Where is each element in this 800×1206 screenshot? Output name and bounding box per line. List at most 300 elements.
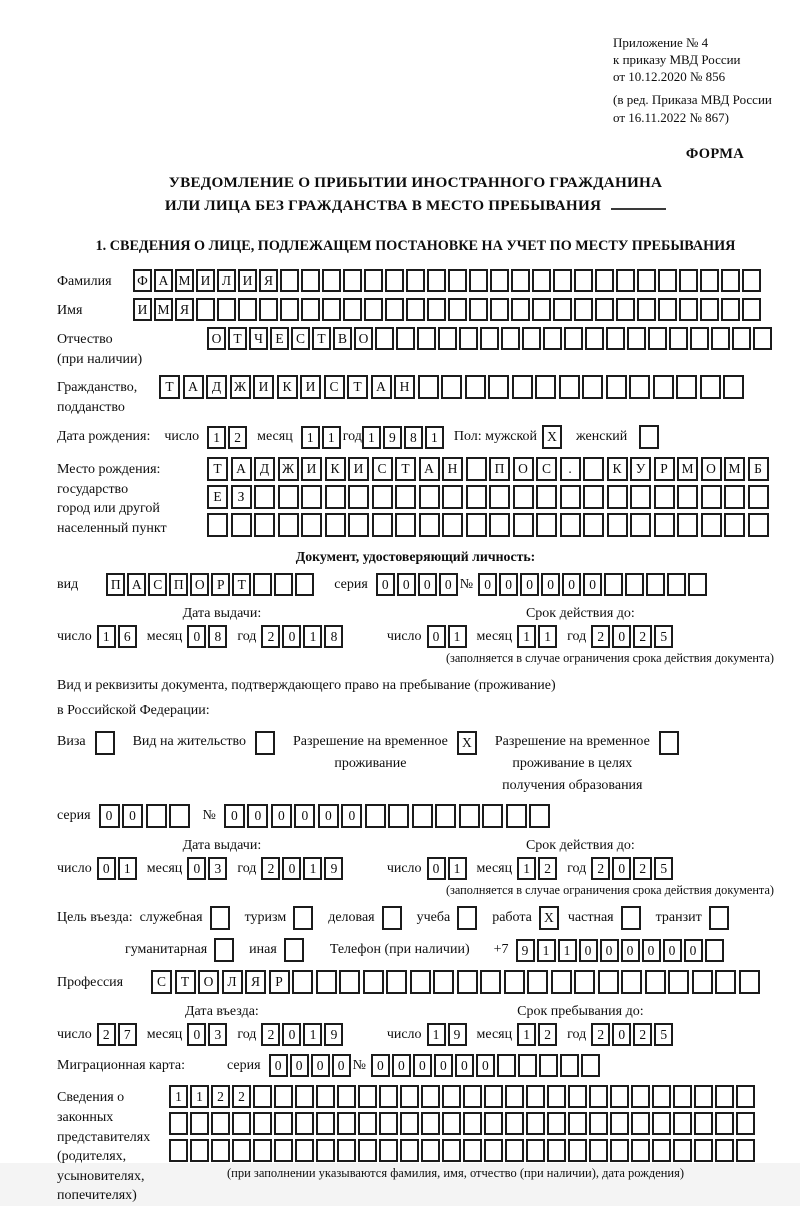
char-cell[interactable]: П [489, 457, 510, 481]
char-cell[interactable]: 2 [211, 1085, 230, 1108]
char-cell[interactable]: 0 [371, 1054, 390, 1077]
char-cell[interactable]: Р [211, 573, 230, 596]
char-cell[interactable]: 0 [247, 804, 268, 828]
char-cell[interactable] [280, 269, 299, 292]
char-cell[interactable] [607, 513, 628, 537]
char-cell[interactable]: 0 [282, 625, 301, 648]
char-cell[interactable] [631, 1139, 650, 1162]
checkbox-cell[interactable] [659, 731, 679, 755]
char-cell[interactable]: 0 [562, 573, 581, 596]
char-cell[interactable] [585, 327, 604, 350]
char-cell[interactable]: М [724, 457, 745, 481]
char-cell[interactable]: 0 [282, 857, 301, 880]
char-cell[interactable]: М [175, 269, 194, 292]
char-cell[interactable]: 0 [290, 1054, 309, 1077]
char-cell[interactable] [396, 327, 415, 350]
char-cell[interactable] [543, 327, 562, 350]
char-cell[interactable] [217, 298, 236, 321]
char-cell[interactable] [501, 327, 520, 350]
char-cell[interactable] [395, 485, 416, 509]
char-cell[interactable] [669, 327, 688, 350]
char-cell[interactable] [736, 1085, 755, 1108]
char-cell[interactable] [348, 513, 369, 537]
char-cell[interactable]: Б [748, 457, 769, 481]
char-cell[interactable] [231, 513, 252, 537]
char-cell[interactable] [589, 1139, 608, 1162]
char-cell[interactable] [742, 298, 761, 321]
char-cell[interactable] [448, 269, 467, 292]
char-cell[interactable] [679, 298, 698, 321]
char-cell[interactable]: 1 [517, 1023, 536, 1046]
char-cell[interactable] [723, 375, 744, 399]
char-cell[interactable]: 0 [520, 573, 539, 596]
char-cell[interactable] [337, 1139, 356, 1162]
char-cell[interactable] [560, 485, 581, 509]
char-cell[interactable] [466, 513, 487, 537]
char-cell[interactable]: 1 [169, 1085, 188, 1108]
char-cell[interactable]: 5 [654, 857, 673, 880]
char-cell[interactable] [421, 1085, 440, 1108]
char-cell[interactable] [482, 804, 503, 828]
char-cell[interactable]: 0 [579, 939, 598, 962]
char-cell[interactable] [465, 375, 486, 399]
char-cell[interactable] [469, 269, 488, 292]
char-cell[interactable] [301, 513, 322, 537]
char-cell[interactable] [211, 1139, 230, 1162]
char-cell[interactable] [169, 1139, 188, 1162]
char-cell[interactable] [630, 513, 651, 537]
char-cell[interactable] [711, 327, 730, 350]
char-cell[interactable]: А [371, 375, 392, 399]
checkbox-cell[interactable]: X [539, 906, 559, 930]
char-cell[interactable]: 1 [448, 625, 467, 648]
char-cell[interactable]: 0 [341, 804, 362, 828]
char-cell[interactable]: 0 [271, 804, 292, 828]
char-cell[interactable]: 0 [612, 625, 631, 648]
char-cell[interactable]: 0 [282, 1023, 301, 1046]
char-cell[interactable] [529, 804, 550, 828]
char-cell[interactable] [417, 327, 436, 350]
char-cell[interactable] [316, 970, 337, 994]
char-cell[interactable]: 1 [322, 426, 341, 449]
char-cell[interactable] [442, 513, 463, 537]
char-cell[interactable] [673, 1085, 692, 1108]
char-cell[interactable] [196, 298, 215, 321]
char-cell[interactable]: О [513, 457, 534, 481]
checkbox-cell[interactable] [621, 906, 641, 930]
char-cell[interactable] [652, 1112, 671, 1135]
char-cell[interactable] [406, 269, 425, 292]
char-cell[interactable]: Т [232, 573, 251, 596]
char-cell[interactable]: 0 [376, 573, 395, 596]
char-cell[interactable] [581, 1054, 600, 1077]
char-cell[interactable]: 1 [448, 857, 467, 880]
char-cell[interactable]: 3 [208, 857, 227, 880]
char-cell[interactable] [724, 513, 745, 537]
char-cell[interactable] [363, 970, 384, 994]
char-cell[interactable]: С [324, 375, 345, 399]
char-cell[interactable] [692, 970, 713, 994]
char-cell[interactable]: Л [217, 269, 236, 292]
checkbox-cell[interactable] [210, 906, 230, 930]
char-cell[interactable] [469, 298, 488, 321]
checkbox-cell[interactable] [382, 906, 402, 930]
char-cell[interactable]: 0 [663, 939, 682, 962]
char-cell[interactable] [395, 513, 416, 537]
char-cell[interactable]: Т [175, 970, 196, 994]
char-cell[interactable]: 0 [499, 573, 518, 596]
char-cell[interactable] [253, 1112, 272, 1135]
char-cell[interactable] [625, 573, 644, 596]
char-cell[interactable] [400, 1085, 419, 1108]
char-cell[interactable] [653, 375, 674, 399]
char-cell[interactable] [348, 485, 369, 509]
char-cell[interactable] [652, 1085, 671, 1108]
char-cell[interactable] [505, 1139, 524, 1162]
char-cell[interactable] [583, 457, 604, 481]
char-cell[interactable]: И [300, 375, 321, 399]
char-cell[interactable]: 3 [208, 1023, 227, 1046]
char-cell[interactable] [748, 485, 769, 509]
char-cell[interactable] [630, 485, 651, 509]
char-cell[interactable] [621, 970, 642, 994]
char-cell[interactable] [527, 970, 548, 994]
char-cell[interactable] [700, 375, 721, 399]
char-cell[interactable] [259, 298, 278, 321]
char-cell[interactable]: М [677, 457, 698, 481]
char-cell[interactable]: Т [228, 327, 247, 350]
char-cell[interactable] [339, 970, 360, 994]
char-cell[interactable] [316, 1139, 335, 1162]
char-cell[interactable] [539, 1054, 558, 1077]
char-cell[interactable] [372, 485, 393, 509]
char-cell[interactable] [301, 485, 322, 509]
char-cell[interactable] [668, 970, 689, 994]
char-cell[interactable]: 1 [517, 857, 536, 880]
char-cell[interactable]: 5 [654, 625, 673, 648]
char-cell[interactable] [654, 513, 675, 537]
char-cell[interactable] [484, 1085, 503, 1108]
char-cell[interactable] [463, 1139, 482, 1162]
char-cell[interactable] [301, 269, 320, 292]
char-cell[interactable]: Ч [249, 327, 268, 350]
char-cell[interactable] [274, 1139, 293, 1162]
char-cell[interactable]: 0 [187, 1023, 206, 1046]
char-cell[interactable] [694, 1112, 713, 1135]
char-cell[interactable]: 1 [118, 857, 137, 880]
char-cell[interactable] [292, 970, 313, 994]
char-cell[interactable] [232, 1139, 251, 1162]
char-cell[interactable]: 0 [418, 573, 437, 596]
char-cell[interactable] [459, 327, 478, 350]
char-cell[interactable] [646, 573, 665, 596]
char-cell[interactable] [448, 298, 467, 321]
char-cell[interactable] [748, 513, 769, 537]
char-cell[interactable] [480, 970, 501, 994]
char-cell[interactable] [253, 573, 272, 596]
char-cell[interactable]: К [325, 457, 346, 481]
char-cell[interactable] [410, 970, 431, 994]
char-cell[interactable] [406, 298, 425, 321]
char-cell[interactable]: 2 [633, 857, 652, 880]
char-cell[interactable]: 0 [612, 1023, 631, 1046]
char-cell[interactable]: Т [312, 327, 331, 350]
char-cell[interactable] [438, 327, 457, 350]
char-cell[interactable]: 1 [301, 426, 320, 449]
char-cell[interactable]: 2 [591, 857, 610, 880]
char-cell[interactable]: Я [245, 970, 266, 994]
char-cell[interactable] [365, 804, 386, 828]
char-cell[interactable] [673, 1139, 692, 1162]
char-cell[interactable]: Л [222, 970, 243, 994]
char-cell[interactable]: И [133, 298, 152, 321]
char-cell[interactable]: 0 [427, 857, 446, 880]
char-cell[interactable] [654, 485, 675, 509]
char-cell[interactable] [610, 1085, 629, 1108]
char-cell[interactable]: 0 [439, 573, 458, 596]
char-cell[interactable]: 0 [99, 804, 120, 828]
char-cell[interactable]: А [127, 573, 146, 596]
char-cell[interactable] [274, 1112, 293, 1135]
char-cell[interactable]: 2 [633, 625, 652, 648]
char-cell[interactable]: 0 [600, 939, 619, 962]
char-cell[interactable] [526, 1085, 545, 1108]
char-cell[interactable] [146, 804, 167, 828]
char-cell[interactable]: 0 [224, 804, 245, 828]
char-cell[interactable]: Н [442, 457, 463, 481]
checkbox-cell[interactable] [284, 938, 304, 962]
char-cell[interactable] [316, 1112, 335, 1135]
char-cell[interactable]: 1 [190, 1085, 209, 1108]
char-cell[interactable] [484, 1139, 503, 1162]
char-cell[interactable]: . [560, 457, 581, 481]
char-cell[interactable] [207, 513, 228, 537]
checkbox-cell[interactable] [293, 906, 313, 930]
char-cell[interactable]: 0 [187, 625, 206, 648]
char-cell[interactable]: Ж [278, 457, 299, 481]
char-cell[interactable]: П [106, 573, 125, 596]
char-cell[interactable]: 1 [303, 625, 322, 648]
char-cell[interactable] [658, 298, 677, 321]
char-cell[interactable] [459, 804, 480, 828]
char-cell[interactable] [553, 298, 572, 321]
char-cell[interactable] [418, 375, 439, 399]
char-cell[interactable] [721, 269, 740, 292]
char-cell[interactable] [379, 1085, 398, 1108]
char-cell[interactable] [583, 513, 604, 537]
char-cell[interactable] [688, 573, 707, 596]
char-cell[interactable]: 1 [97, 625, 116, 648]
char-cell[interactable]: Я [259, 269, 278, 292]
char-cell[interactable] [433, 970, 454, 994]
char-cell[interactable] [677, 485, 698, 509]
char-cell[interactable] [553, 269, 572, 292]
char-cell[interactable] [278, 513, 299, 537]
char-cell[interactable]: 0 [583, 573, 602, 596]
char-cell[interactable] [518, 1054, 537, 1077]
char-cell[interactable]: 0 [476, 1054, 495, 1077]
char-cell[interactable] [506, 804, 527, 828]
char-cell[interactable] [513, 513, 534, 537]
char-cell[interactable] [582, 375, 603, 399]
char-cell[interactable] [739, 970, 760, 994]
char-cell[interactable] [574, 298, 593, 321]
char-cell[interactable]: О [207, 327, 226, 350]
char-cell[interactable] [732, 327, 751, 350]
char-cell[interactable] [435, 804, 456, 828]
char-cell[interactable] [676, 375, 697, 399]
char-cell[interactable] [645, 970, 666, 994]
char-cell[interactable] [606, 327, 625, 350]
char-cell[interactable] [560, 1054, 579, 1077]
char-cell[interactable] [419, 513, 440, 537]
char-cell[interactable] [280, 298, 299, 321]
char-cell[interactable] [254, 485, 275, 509]
char-cell[interactable] [427, 298, 446, 321]
char-cell[interactable] [536, 485, 557, 509]
char-cell[interactable]: 0 [684, 939, 703, 962]
checkbox-cell[interactable]: X [542, 425, 562, 449]
char-cell[interactable]: 1 [207, 426, 226, 449]
char-cell[interactable] [560, 513, 581, 537]
char-cell[interactable] [489, 485, 510, 509]
char-cell[interactable] [442, 485, 463, 509]
char-cell[interactable] [295, 1139, 314, 1162]
char-cell[interactable] [386, 970, 407, 994]
char-cell[interactable]: К [277, 375, 298, 399]
char-cell[interactable]: 0 [332, 1054, 351, 1077]
char-cell[interactable]: 0 [455, 1054, 474, 1077]
char-cell[interactable]: 2 [228, 426, 247, 449]
char-cell[interactable] [490, 269, 509, 292]
char-cell[interactable]: 2 [261, 625, 280, 648]
char-cell[interactable] [295, 1112, 314, 1135]
char-cell[interactable] [694, 1085, 713, 1108]
char-cell[interactable]: Ф [133, 269, 152, 292]
char-cell[interactable]: 1 [537, 939, 556, 962]
char-cell[interactable] [648, 327, 667, 350]
char-cell[interactable]: 8 [208, 625, 227, 648]
char-cell[interactable] [457, 970, 478, 994]
char-cell[interactable] [595, 269, 614, 292]
char-cell[interactable]: И [301, 457, 322, 481]
char-cell[interactable]: 0 [397, 573, 416, 596]
char-cell[interactable] [547, 1139, 566, 1162]
char-cell[interactable] [466, 457, 487, 481]
char-cell[interactable] [667, 573, 686, 596]
char-cell[interactable] [724, 485, 745, 509]
char-cell[interactable]: О [190, 573, 209, 596]
char-cell[interactable] [421, 1139, 440, 1162]
char-cell[interactable]: И [253, 375, 274, 399]
char-cell[interactable] [316, 1085, 335, 1108]
char-cell[interactable]: Т [347, 375, 368, 399]
char-cell[interactable]: 5 [654, 1023, 673, 1046]
char-cell[interactable] [526, 1112, 545, 1135]
char-cell[interactable]: 1 [362, 426, 381, 449]
char-cell[interactable] [190, 1112, 209, 1135]
char-cell[interactable] [574, 970, 595, 994]
char-cell[interactable]: 6 [118, 625, 137, 648]
char-cell[interactable] [484, 1112, 503, 1135]
char-cell[interactable] [690, 327, 709, 350]
char-cell[interactable] [673, 1112, 692, 1135]
char-cell[interactable] [400, 1139, 419, 1162]
char-cell[interactable] [325, 485, 346, 509]
char-cell[interactable]: 1 [427, 1023, 446, 1046]
char-cell[interactable]: 0 [612, 857, 631, 880]
checkbox-cell[interactable] [214, 938, 234, 962]
char-cell[interactable] [343, 269, 362, 292]
char-cell[interactable] [736, 1112, 755, 1135]
char-cell[interactable] [489, 513, 510, 537]
checkbox-cell[interactable] [255, 731, 275, 755]
char-cell[interactable] [631, 1112, 650, 1135]
char-cell[interactable] [701, 513, 722, 537]
char-cell[interactable]: А [231, 457, 252, 481]
char-cell[interactable] [190, 1139, 209, 1162]
char-cell[interactable]: 9 [324, 1023, 343, 1046]
char-cell[interactable] [742, 269, 761, 292]
char-cell[interactable] [254, 513, 275, 537]
char-cell[interactable] [337, 1112, 356, 1135]
char-cell[interactable]: Р [654, 457, 675, 481]
char-cell[interactable] [427, 269, 446, 292]
char-cell[interactable] [522, 327, 541, 350]
checkbox-cell[interactable]: X [457, 731, 477, 755]
char-cell[interactable] [532, 269, 551, 292]
char-cell[interactable] [253, 1085, 272, 1108]
char-cell[interactable] [700, 269, 719, 292]
char-cell[interactable] [325, 513, 346, 537]
char-cell[interactable]: 1 [303, 1023, 322, 1046]
char-cell[interactable]: Ж [230, 375, 251, 399]
char-cell[interactable] [715, 1112, 734, 1135]
char-cell[interactable] [595, 298, 614, 321]
char-cell[interactable] [637, 269, 656, 292]
char-cell[interactable] [568, 1112, 587, 1135]
char-cell[interactable]: 2 [261, 1023, 280, 1046]
char-cell[interactable] [589, 1085, 608, 1108]
char-cell[interactable] [551, 970, 572, 994]
char-cell[interactable]: 2 [232, 1085, 251, 1108]
char-cell[interactable] [364, 298, 383, 321]
char-cell[interactable] [274, 1085, 293, 1108]
char-cell[interactable] [629, 375, 650, 399]
char-cell[interactable] [358, 1085, 377, 1108]
char-cell[interactable] [322, 269, 341, 292]
char-cell[interactable] [700, 298, 719, 321]
char-cell[interactable] [238, 298, 257, 321]
char-cell[interactable]: 1 [425, 426, 444, 449]
char-cell[interactable] [574, 269, 593, 292]
char-cell[interactable]: 2 [538, 857, 557, 880]
char-cell[interactable] [463, 1112, 482, 1135]
char-cell[interactable] [466, 485, 487, 509]
char-cell[interactable] [274, 573, 293, 596]
char-cell[interactable]: 0 [187, 857, 206, 880]
char-cell[interactable]: 2 [591, 625, 610, 648]
char-cell[interactable]: 2 [633, 1023, 652, 1046]
char-cell[interactable]: М [154, 298, 173, 321]
char-cell[interactable]: 0 [318, 804, 339, 828]
char-cell[interactable] [364, 269, 383, 292]
char-cell[interactable] [442, 1085, 461, 1108]
char-cell[interactable]: 8 [324, 625, 343, 648]
char-cell[interactable] [627, 327, 646, 350]
char-cell[interactable]: Я [175, 298, 194, 321]
char-cell[interactable] [421, 1112, 440, 1135]
